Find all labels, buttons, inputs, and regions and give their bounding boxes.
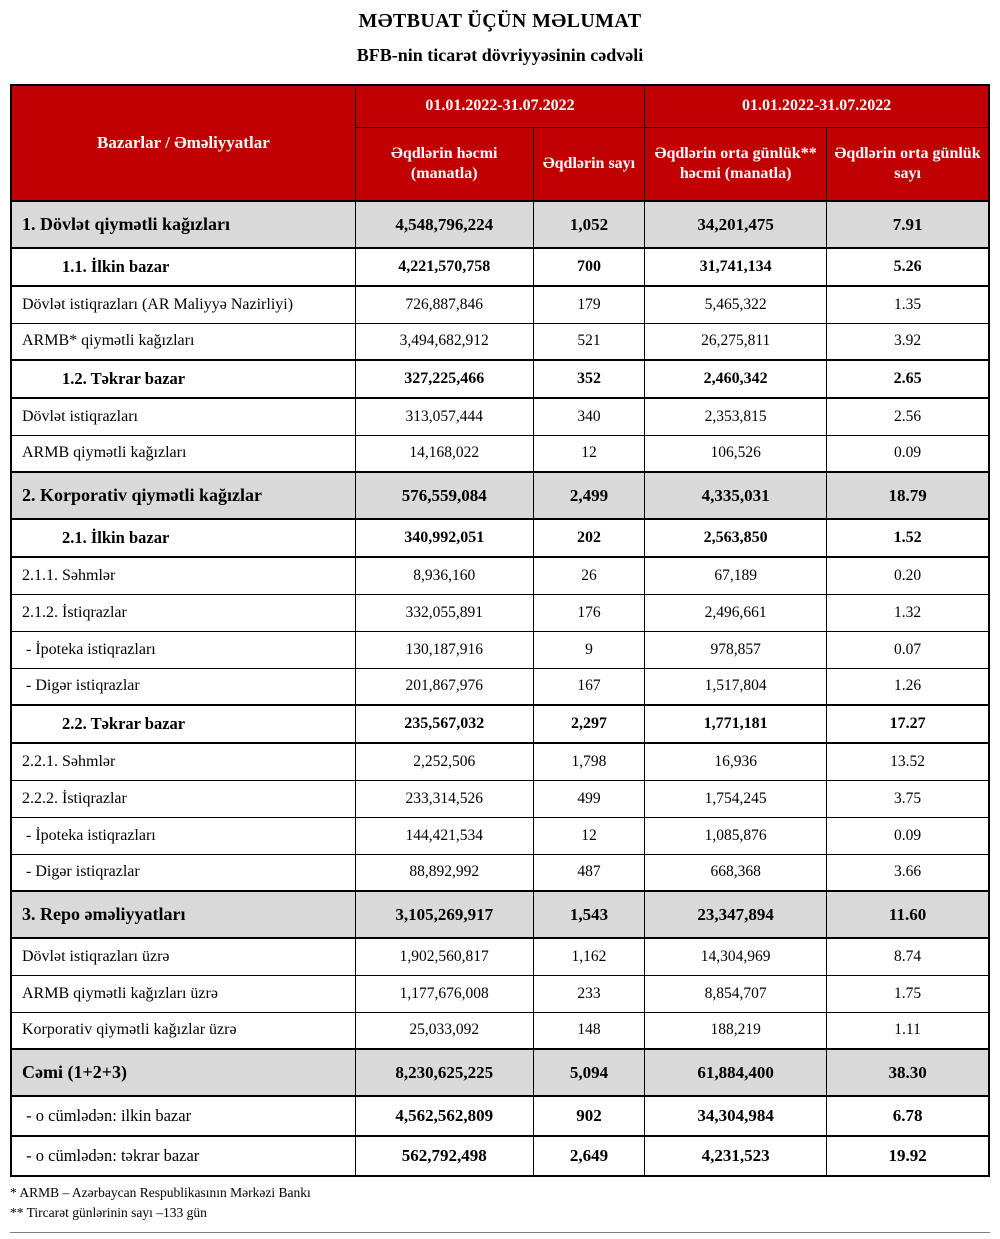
row-label: - Digər istiqrazlar xyxy=(11,668,355,705)
header-period-row xyxy=(11,85,989,127)
row-value: 1,798 xyxy=(533,743,644,780)
table-row xyxy=(11,286,989,323)
row-value: 4,335,031 xyxy=(645,472,827,519)
row-label: - o cümlədən: ilkin bazar xyxy=(11,1096,355,1136)
row-value: 1.32 xyxy=(827,594,989,631)
trading-turnover-table xyxy=(10,84,990,1177)
col-header-markets: Bazarlar / Əməliyyatlar xyxy=(11,85,355,201)
col-header-avg-volume: Əqdlərin orta günlük** həcmi (manatla) xyxy=(645,127,827,201)
row-value: 4,562,562,809 xyxy=(355,1096,533,1136)
row-label: 2.1.1. Səhmlər xyxy=(11,557,355,594)
row-value: 3.92 xyxy=(827,323,989,360)
bottom-rule xyxy=(10,1232,990,1233)
row-label: - o cümlədən: təkrar bazar xyxy=(11,1136,355,1176)
row-value: 130,187,916 xyxy=(355,631,533,668)
row-value: 14,168,022 xyxy=(355,435,533,472)
table-row xyxy=(11,891,989,938)
row-label: 2. Korporativ qiymətli kağızlar xyxy=(11,472,355,519)
row-value: 1.11 xyxy=(827,1012,989,1049)
table-row xyxy=(11,472,989,519)
page-subtitle: BFB-nin ticarət dövriyyəsinin cədvəli xyxy=(356,45,644,65)
row-value: 34,201,475 xyxy=(645,201,827,248)
row-value: 23,347,894 xyxy=(645,891,827,938)
row-value: 332,055,891 xyxy=(355,594,533,631)
row-value: 233 xyxy=(533,975,644,1012)
row-value: 167 xyxy=(533,668,644,705)
table-row xyxy=(11,705,989,743)
table-row xyxy=(11,1096,989,1136)
row-value: 16,936 xyxy=(645,743,827,780)
row-value: 1,085,876 xyxy=(645,817,827,854)
row-value: 61,884,400 xyxy=(645,1049,827,1096)
table-row xyxy=(11,248,989,286)
row-value: 3.75 xyxy=(827,780,989,817)
row-value: 202 xyxy=(533,519,644,557)
row-label: ARMB* qiymətli kağızları xyxy=(11,323,355,360)
row-value: 0.07 xyxy=(827,631,989,668)
row-value: 978,857 xyxy=(645,631,827,668)
col-header-count: Əqdlərin sayı xyxy=(533,127,644,201)
row-label: - İpoteka istiqrazları xyxy=(11,817,355,854)
table-row xyxy=(11,854,989,891)
row-value: 1,754,245 xyxy=(645,780,827,817)
row-label: 3. Repo əməliyyatları xyxy=(11,891,355,938)
row-value: 902 xyxy=(533,1096,644,1136)
row-value: 12 xyxy=(533,435,644,472)
row-value: 1.75 xyxy=(827,975,989,1012)
col-header-avg-count: Əqdlərin orta günlük sayı xyxy=(827,127,989,201)
row-value: 2,252,506 xyxy=(355,743,533,780)
table-row xyxy=(11,743,989,780)
row-value: 1,517,804 xyxy=(645,668,827,705)
row-value: 148 xyxy=(533,1012,644,1049)
row-label: - Digər istiqrazlar xyxy=(11,854,355,891)
row-value: 1.35 xyxy=(827,286,989,323)
row-value: 233,314,526 xyxy=(355,780,533,817)
row-value: 88,892,992 xyxy=(355,854,533,891)
row-value: 3,494,682,912 xyxy=(355,323,533,360)
row-value: 9 xyxy=(533,631,644,668)
table-row xyxy=(11,780,989,817)
row-value: 576,559,084 xyxy=(355,472,533,519)
row-value: 25,033,092 xyxy=(355,1012,533,1049)
table-row xyxy=(11,398,989,435)
row-value: 14,304,969 xyxy=(645,938,827,975)
row-value: 26,275,811 xyxy=(645,323,827,360)
row-label: 1. Dövlət qiymətli kağızları xyxy=(11,201,355,248)
footnote-armb: * ARMB – Azərbaycan Respublikasının Mərkəzi Bankı xyxy=(10,1185,311,1200)
row-value: 8,936,160 xyxy=(355,557,533,594)
row-value: 144,421,534 xyxy=(355,817,533,854)
col-header-period-1: 01.01.2022-31.07.2022 xyxy=(355,85,644,127)
row-value: 3.66 xyxy=(827,854,989,891)
row-label: - İpoteka istiqrazları xyxy=(11,631,355,668)
row-label: 1.2. Təkrar bazar xyxy=(11,360,355,398)
row-value: 8,854,707 xyxy=(645,975,827,1012)
row-value: 0.09 xyxy=(827,435,989,472)
row-value: 499 xyxy=(533,780,644,817)
row-value: 313,057,444 xyxy=(355,398,533,435)
table-row xyxy=(11,668,989,705)
table-row xyxy=(11,975,989,1012)
table-row xyxy=(11,519,989,557)
row-value: 4,548,796,224 xyxy=(355,201,533,248)
row-value: 700 xyxy=(533,248,644,286)
row-value: 4,231,523 xyxy=(645,1136,827,1176)
row-value: 2.56 xyxy=(827,398,989,435)
row-label: 2.2. Təkrar bazar xyxy=(11,705,355,743)
row-value: 0.20 xyxy=(827,557,989,594)
row-value: 668,368 xyxy=(645,854,827,891)
row-value: 38.30 xyxy=(827,1049,989,1096)
row-value: 2,499 xyxy=(533,472,644,519)
table-row xyxy=(11,938,989,975)
row-value: 1,162 xyxy=(533,938,644,975)
table-row xyxy=(11,1049,989,1096)
row-value: 6.78 xyxy=(827,1096,989,1136)
row-value: 352 xyxy=(533,360,644,398)
row-value: 5,465,322 xyxy=(645,286,827,323)
row-value: 176 xyxy=(533,594,644,631)
row-value: 3,105,269,917 xyxy=(355,891,533,938)
col-header-period-2: 01.01.2022-31.07.2022 xyxy=(645,85,989,127)
table-row xyxy=(11,1136,989,1176)
table-row xyxy=(11,817,989,854)
row-value: 1,543 xyxy=(533,891,644,938)
row-value: 2,496,661 xyxy=(645,594,827,631)
row-value: 2,353,815 xyxy=(645,398,827,435)
row-label: Dövlət istiqrazları (AR Maliyyə Nazirliyi) xyxy=(11,286,355,323)
row-label: Korporativ qiymətli kağızlar üzrə xyxy=(11,1012,355,1049)
row-value: 340 xyxy=(533,398,644,435)
row-value: 67,189 xyxy=(645,557,827,594)
table-row xyxy=(11,557,989,594)
row-value: 11.60 xyxy=(827,891,989,938)
col-header-volume: Əqdlərin həcmi (manatla) xyxy=(355,127,533,201)
row-label: Dövlət istiqrazları üzrə xyxy=(11,938,355,975)
row-label: 2.2.1. Səhmlər xyxy=(11,743,355,780)
table-row xyxy=(11,323,989,360)
table-row xyxy=(11,201,989,248)
page-title: MƏTBUAT ÜÇÜN MƏLUMAT xyxy=(358,10,642,32)
table-body xyxy=(11,201,989,1176)
row-value: 1,771,181 xyxy=(645,705,827,743)
row-value: 12 xyxy=(533,817,644,854)
row-label: ARMB qiymətli kağızları xyxy=(11,435,355,472)
table-row xyxy=(11,360,989,398)
row-value: 17.27 xyxy=(827,705,989,743)
table-row xyxy=(11,1012,989,1049)
row-value: 2,297 xyxy=(533,705,644,743)
row-value: 7.91 xyxy=(827,201,989,248)
row-value: 4,221,570,758 xyxy=(355,248,533,286)
row-value: 2,649 xyxy=(533,1136,644,1176)
row-value: 1,902,560,817 xyxy=(355,938,533,975)
row-label: 2.2.2. İstiqrazlar xyxy=(11,780,355,817)
row-value: 340,992,051 xyxy=(355,519,533,557)
row-label: 1.1. İlkin bazar xyxy=(11,248,355,286)
row-value: 5,094 xyxy=(533,1049,644,1096)
row-value: 5.26 xyxy=(827,248,989,286)
footnote-trading-days: ** Tircarət günlərinin sayı –133 gün xyxy=(10,1204,207,1220)
table-row xyxy=(11,435,989,472)
row-value: 18.79 xyxy=(827,472,989,519)
row-value: 235,567,032 xyxy=(355,705,533,743)
row-value: 201,867,976 xyxy=(355,668,533,705)
table-header xyxy=(11,85,989,201)
row-value: 327,225,466 xyxy=(355,360,533,398)
row-value: 8,230,625,225 xyxy=(355,1049,533,1096)
row-value: 1,177,676,008 xyxy=(355,975,533,1012)
row-value: 1.26 xyxy=(827,668,989,705)
row-value: 26 xyxy=(533,557,644,594)
row-value: 13.52 xyxy=(827,743,989,780)
row-label: 2.1. İlkin bazar xyxy=(11,519,355,557)
row-value: 188,219 xyxy=(645,1012,827,1049)
row-label: Cəmi (1+2+3) xyxy=(11,1049,355,1096)
row-value: 0.09 xyxy=(827,817,989,854)
row-label: Dövlət istiqrazları xyxy=(11,398,355,435)
row-value: 2.65 xyxy=(827,360,989,398)
row-value: 2,563,850 xyxy=(645,519,827,557)
table-row xyxy=(11,631,989,668)
row-value: 726,887,846 xyxy=(355,286,533,323)
row-value: 179 xyxy=(533,286,644,323)
row-label: 2.1.2. İstiqrazlar xyxy=(11,594,355,631)
row-value: 8.74 xyxy=(827,938,989,975)
row-value: 2,460,342 xyxy=(645,360,827,398)
row-value: 487 xyxy=(533,854,644,891)
row-label: ARMB qiymətli kağızları üzrə xyxy=(11,975,355,1012)
row-value: 19.92 xyxy=(827,1136,989,1176)
row-value: 1.52 xyxy=(827,519,989,557)
row-value: 1,052 xyxy=(533,201,644,248)
row-value: 31,741,134 xyxy=(645,248,827,286)
row-value: 521 xyxy=(533,323,644,360)
row-value: 562,792,498 xyxy=(355,1136,533,1176)
table-row xyxy=(11,594,989,631)
footnotes xyxy=(10,1183,990,1222)
row-value: 106,526 xyxy=(645,435,827,472)
row-value: 34,304,984 xyxy=(645,1096,827,1136)
